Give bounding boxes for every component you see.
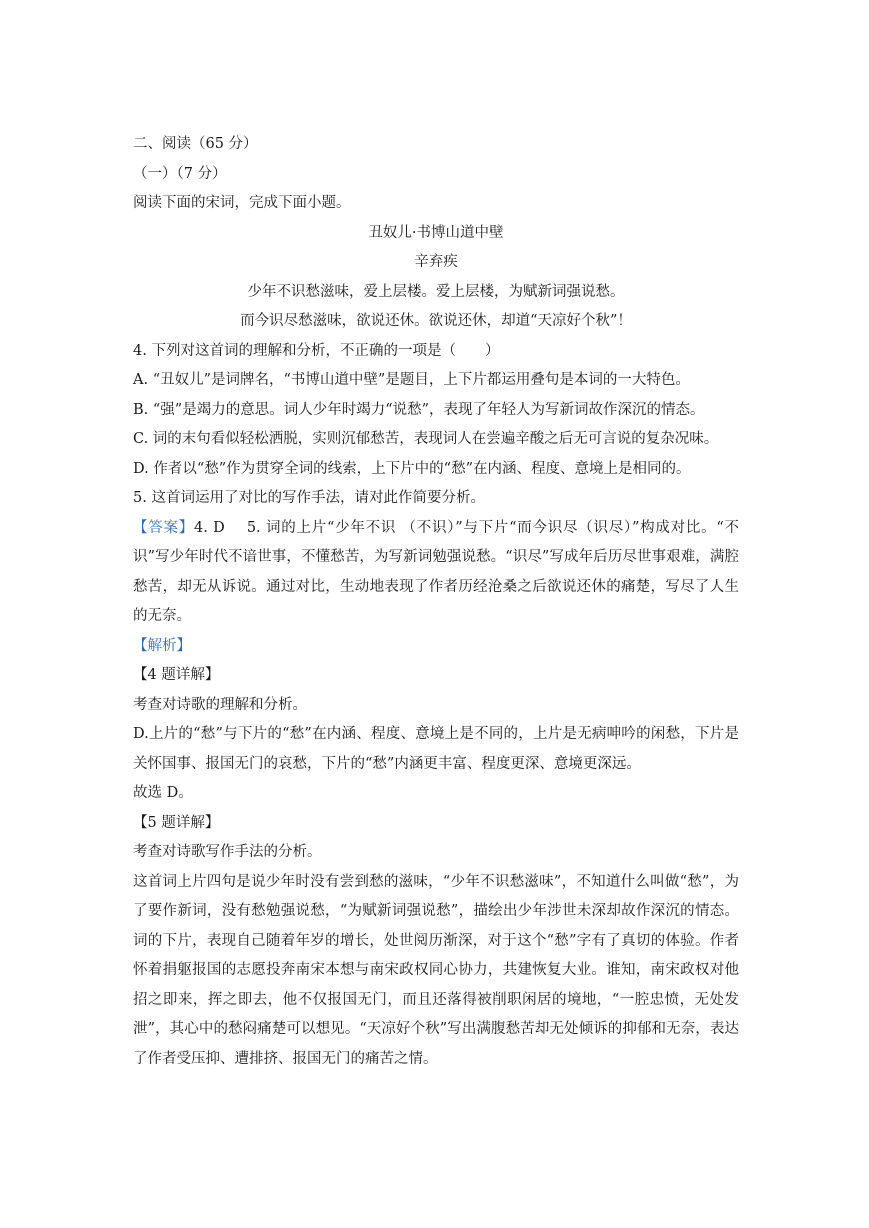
instruction-text: 阅读下面的宋词，完成下面小题。 <box>133 195 351 211</box>
q5-answer: 5. 词的上片“少年不识 （不识）”与下片“而今识尽（识尽）”构成对比。“不识”写少年时代不谙世事，不懂愁苦，为写新词勉强说愁。“识尽”写成年后历尽世事艰难，满腔愁苦，却无从诉说。通过对比，生动地表现了作者历经沧桑之后欲说还休的痛楚，写尽了人生的无奈。 <box>133 519 739 624</box>
q4-option-c: C. 词的末句看似轻松洒脱，实则沉郁愁苦，表现词人在尝遍辛酸之后无可言说的复杂况味。 <box>133 431 719 447</box>
analysis-label: 【解析】 <box>133 637 191 654</box>
poem-title: 丑奴儿·书博山道中壁 <box>368 224 504 241</box>
document-page <box>133 130 739 1074</box>
q4-stem: 4. 下列对这首词的理解和分析，不正确的一项是（ ） <box>133 342 500 359</box>
q4-detail-heading: 【4 题详解】 <box>133 667 220 683</box>
q5-stem: 5. 这首词运用了对比的写作手法，请对此作简要分析。 <box>133 490 485 506</box>
q4-option-d: D. 作者以“愁”作为贯穿全词的线索，上下片中的“愁”在内涵、程度、意境上是相同的。 <box>133 460 691 477</box>
poem-author: 辛弃疾 <box>414 254 458 270</box>
q5-detail-text: 这首词上片四句是说少年时没有尝到愁的滋味，“少年不识愁滋味”，不知道什么叫做“愁”，为了要作新词，没有愁勉强说愁，“为赋新词强说愁”，描绘出少年涉世未深却故作深沉的情态。词的下片，表现自己随着年岁的增长，处世阅历渐深，对于这个“愁”字有了真切的体验。作者怀着捐躯报国的志愿投奔南宋本想与南宋政权同心协力，共建恢复大业。谁知，南宋政权对他招之即来，挥之即去，他不仅报国无门，而且还落得被削职闲居的境地，“一腔忠愤，无处发泄”，其心中的愁闷痛楚可以想见。“天凉好个秋”写出满腹愁苦却无处倾诉的抑郁和无奈，表达了作者受压抑、遭排挤、报国无门的痛苦之情。 <box>133 873 739 1067</box>
q5-detail-heading: 【5 题详解】 <box>133 814 220 831</box>
q4-detail-text: D.上片的“愁”与下片的“愁”在内涵、程度、意境上是不同的，上片是无病呻吟的闲愁，下片是关怀国事、报国无门的哀愁，下片的“愁”内涵更丰富、程度更深、意境更深远。 <box>133 726 739 772</box>
sub-heading: （一）（7 分） <box>133 165 227 182</box>
answer-label: 【答案】 <box>133 519 194 536</box>
q4-answer: 4. D <box>193 519 225 536</box>
q4-conclusion: 故选 D。 <box>133 785 193 801</box>
q4-assessment-point: 考查对诗歌的理解和分析。 <box>133 696 307 713</box>
answer-block <box>133 514 739 632</box>
poem-line-1: 少年不识愁滋味，爱上层楼。爱上层楼，为赋新词强说愁。 <box>247 283 625 300</box>
q4-option-a: A. “丑奴儿”是词牌名，“书博山道中壁”是题目，上下片都运用叠句是本词的一大特色。 <box>133 372 690 388</box>
q5-assessment-point: 考查对诗歌写作手法的分析。 <box>133 844 322 860</box>
q4-option-b: B. “强”是竭力的意思。词人少年时竭力“说愁”，表现了年轻人为写新词故作深沉的情态。 <box>133 401 705 418</box>
poem-line-2: 而今识尽愁滋味，欲说还休。欲说还休，却道“天凉好个秋”！ <box>240 313 632 329</box>
section-heading: 二、阅读（65 分） <box>133 136 258 152</box>
